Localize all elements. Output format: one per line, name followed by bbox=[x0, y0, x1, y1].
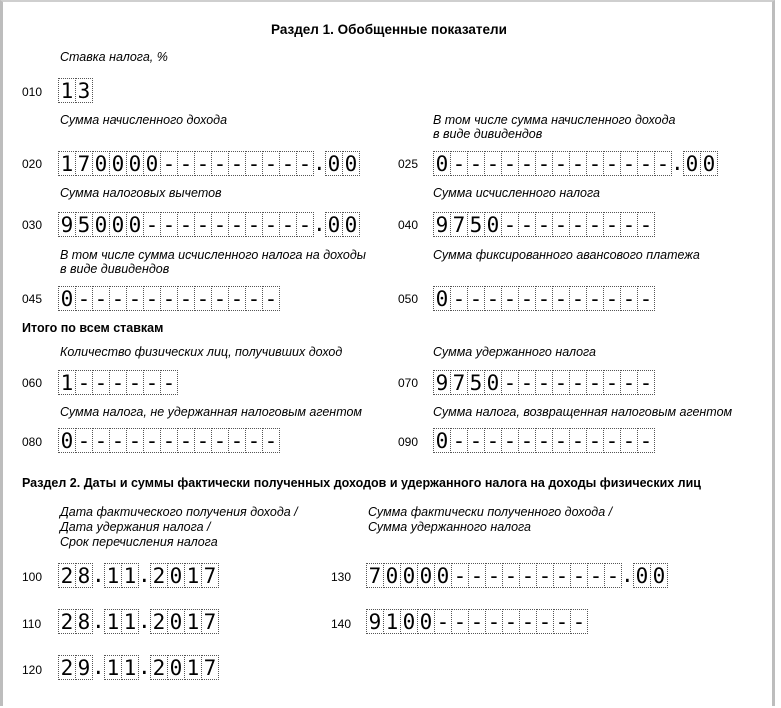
digit-cell: - bbox=[501, 286, 519, 311]
digit-cell: 2 bbox=[58, 655, 76, 680]
digit-cell: 1 bbox=[104, 563, 122, 588]
field-045-label-line1: В том числе сумма исчисленного налога на доходы bbox=[60, 248, 366, 262]
field-030-cells[interactable] bbox=[58, 212, 359, 237]
field-070-code: 070 bbox=[398, 376, 419, 390]
digit-cell: - bbox=[637, 370, 655, 395]
digit-cell: - bbox=[194, 151, 212, 176]
digit-cell: - bbox=[245, 151, 263, 176]
digit-cell: 0 bbox=[167, 563, 185, 588]
digit-cell: 0 bbox=[650, 563, 668, 588]
digit-cell: 0 bbox=[484, 370, 502, 395]
field-025-cells[interactable] bbox=[433, 151, 717, 176]
digit-cell: - bbox=[620, 212, 638, 237]
digit-cell: - bbox=[75, 286, 93, 311]
digit-cell: 2 bbox=[58, 563, 76, 588]
digit-cell: - bbox=[160, 212, 178, 237]
digit-cell: - bbox=[450, 151, 468, 176]
decimal-separator: . bbox=[92, 655, 105, 679]
digit-cell: - bbox=[552, 370, 570, 395]
field-110-code: 110 bbox=[22, 617, 42, 631]
digit-cell: 0 bbox=[417, 609, 435, 634]
digit-cell: - bbox=[92, 428, 110, 453]
digit-cell: - bbox=[535, 370, 553, 395]
digit-cell: - bbox=[262, 212, 280, 237]
digit-cell: 8 bbox=[75, 563, 93, 588]
field-100-date[interactable] bbox=[58, 563, 218, 588]
digit-cell: 0 bbox=[433, 286, 451, 311]
digit-cell: - bbox=[194, 428, 212, 453]
digit-cell: 0 bbox=[434, 563, 452, 588]
digit-cell: 5 bbox=[467, 212, 485, 237]
digit-cell: - bbox=[109, 286, 127, 311]
field-130-code: 130 bbox=[331, 570, 352, 584]
field-120-date[interactable] bbox=[58, 655, 218, 680]
field-045-code: 045 bbox=[22, 292, 43, 306]
field-050-code: 050 bbox=[398, 292, 419, 306]
digit-cell: - bbox=[194, 286, 212, 311]
digit-cell: - bbox=[603, 428, 621, 453]
digit-cell: 0 bbox=[143, 151, 161, 176]
digit-cell: - bbox=[586, 370, 604, 395]
section2-left-label-line3: Срок перечисления налога bbox=[60, 535, 218, 549]
digit-cell: - bbox=[296, 212, 314, 237]
digit-cell: 0 bbox=[342, 212, 360, 237]
digit-cell: 1 bbox=[121, 609, 139, 634]
field-140-code: 140 bbox=[331, 617, 352, 631]
digit-cell: - bbox=[535, 428, 553, 453]
digit-cell: - bbox=[518, 212, 536, 237]
digit-cell: - bbox=[279, 212, 297, 237]
field-025-label-line1: В том числе сумма начисленного дохода bbox=[433, 113, 676, 127]
field-025-code: 025 bbox=[398, 157, 419, 171]
digit-cell: - bbox=[262, 428, 280, 453]
digit-cell: 0 bbox=[433, 428, 451, 453]
digit-cell: - bbox=[620, 286, 638, 311]
digit-cell: 0 bbox=[400, 609, 418, 634]
digit-cell: 9 bbox=[433, 212, 451, 237]
digit-cell: 2 bbox=[58, 609, 76, 634]
digit-cell: 7 bbox=[366, 563, 384, 588]
digit-cell: 0 bbox=[92, 151, 110, 176]
section1-title: Раздел 1. Обобщенные показатели bbox=[271, 22, 507, 37]
digit-cell: 0 bbox=[383, 563, 401, 588]
digit-cell: - bbox=[518, 151, 536, 176]
digit-cell: 0 bbox=[700, 151, 718, 176]
digit-cell: 7 bbox=[201, 563, 219, 588]
digit-cell: - bbox=[485, 563, 503, 588]
digit-cell: - bbox=[126, 370, 144, 395]
digit-cell: 2 bbox=[150, 563, 168, 588]
digit-cell: - bbox=[553, 563, 571, 588]
digit-cell: - bbox=[468, 609, 486, 634]
digit-cell: - bbox=[211, 428, 229, 453]
field-090-label: Сумма налога, возвращенная налоговым агентом bbox=[433, 405, 733, 419]
digit-cell: 7 bbox=[450, 212, 468, 237]
field-110-date[interactable] bbox=[58, 609, 218, 634]
digit-cell: - bbox=[569, 370, 587, 395]
digit-cell: - bbox=[501, 428, 519, 453]
digit-cell: 0 bbox=[109, 212, 127, 237]
digit-cell: 1 bbox=[121, 563, 139, 588]
digit-cell: - bbox=[262, 286, 280, 311]
digit-cell: - bbox=[211, 286, 229, 311]
digit-cell: 9 bbox=[75, 655, 93, 680]
digit-cell: - bbox=[228, 286, 246, 311]
digit-cell: 7 bbox=[75, 151, 93, 176]
digit-cell: 0 bbox=[484, 212, 502, 237]
digit-cell: 0 bbox=[109, 151, 127, 176]
field-090-cells[interactable] bbox=[433, 428, 654, 453]
field-090-code: 090 bbox=[398, 435, 419, 449]
field-020-code: 020 bbox=[22, 157, 43, 171]
digit-cell: - bbox=[637, 212, 655, 237]
field-060-cells[interactable] bbox=[58, 370, 177, 395]
digit-cell: - bbox=[501, 151, 519, 176]
digit-cell: - bbox=[143, 428, 161, 453]
digit-cell: - bbox=[536, 563, 554, 588]
field-070-label: Сумма удержанного налога bbox=[433, 345, 597, 359]
digit-cell: - bbox=[502, 563, 520, 588]
digit-cell: - bbox=[603, 212, 621, 237]
digit-cell: - bbox=[553, 609, 571, 634]
digit-cell: - bbox=[518, 428, 536, 453]
decimal-separator: . bbox=[138, 609, 151, 633]
digit-cell: - bbox=[620, 428, 638, 453]
digit-cell: - bbox=[126, 428, 144, 453]
digit-cell: 1 bbox=[383, 609, 401, 634]
digit-cell: - bbox=[468, 563, 486, 588]
digit-cell: - bbox=[109, 370, 127, 395]
digit-cell: - bbox=[160, 370, 178, 395]
digit-cell: - bbox=[467, 286, 485, 311]
field-040-cells[interactable] bbox=[433, 212, 654, 237]
digit-cell: 5 bbox=[75, 212, 93, 237]
field-020-label: Сумма начисленного дохода bbox=[60, 113, 228, 127]
section2-right-label-line1: Сумма фактически полученного дохода / bbox=[368, 505, 613, 519]
digit-cell: - bbox=[586, 151, 604, 176]
digit-cell: - bbox=[451, 609, 469, 634]
field-010-cells[interactable] bbox=[58, 78, 92, 103]
digit-cell: 7 bbox=[201, 655, 219, 680]
digit-cell: - bbox=[177, 286, 195, 311]
digit-cell: - bbox=[109, 428, 127, 453]
digit-cell: - bbox=[484, 286, 502, 311]
digit-cell: - bbox=[587, 563, 605, 588]
digit-cell: - bbox=[194, 212, 212, 237]
digit-cell: 9 bbox=[433, 370, 451, 395]
digit-cell: 5 bbox=[467, 370, 485, 395]
digit-cell: - bbox=[160, 286, 178, 311]
digit-cell: - bbox=[177, 428, 195, 453]
digit-cell: - bbox=[536, 609, 554, 634]
digit-cell: - bbox=[637, 286, 655, 311]
digit-cell: 1 bbox=[184, 563, 202, 588]
digit-cell: - bbox=[552, 428, 570, 453]
digit-cell: - bbox=[586, 428, 604, 453]
digit-cell: - bbox=[552, 286, 570, 311]
field-010-label: Ставка налога, % bbox=[60, 50, 168, 64]
digit-cell: - bbox=[484, 151, 502, 176]
field-045-cells[interactable] bbox=[58, 286, 279, 311]
digit-cell: - bbox=[570, 563, 588, 588]
digit-cell: 0 bbox=[417, 563, 435, 588]
digit-cell: - bbox=[637, 151, 655, 176]
field-050-cells[interactable] bbox=[433, 286, 654, 311]
field-045-label-line2: в виде дивидендов bbox=[60, 262, 170, 276]
digit-cell: 1 bbox=[58, 78, 76, 103]
digit-cell: 0 bbox=[633, 563, 651, 588]
digit-cell: - bbox=[245, 286, 263, 311]
digit-cell: - bbox=[620, 151, 638, 176]
decimal-separator: . bbox=[138, 563, 151, 587]
digit-cell: 2 bbox=[150, 655, 168, 680]
field-025-label-line2: в виде дивидендов bbox=[433, 127, 543, 141]
digit-cell: - bbox=[279, 151, 297, 176]
digit-cell: 1 bbox=[58, 370, 76, 395]
digit-cell: - bbox=[228, 212, 246, 237]
digit-cell: - bbox=[143, 370, 161, 395]
digit-cell: 2 bbox=[150, 609, 168, 634]
field-140-cells[interactable] bbox=[366, 609, 587, 634]
decimal-separator: . bbox=[92, 609, 105, 633]
digit-cell: - bbox=[467, 151, 485, 176]
field-100-code: 100 bbox=[22, 570, 43, 584]
digit-cell: - bbox=[434, 609, 452, 634]
field-010-code: 010 bbox=[22, 85, 43, 99]
digit-cell: - bbox=[177, 151, 195, 176]
digit-cell: - bbox=[519, 563, 537, 588]
totals-title: Итого по всем ставкам bbox=[22, 321, 164, 335]
digit-cell: - bbox=[519, 609, 537, 634]
digit-cell: - bbox=[535, 286, 553, 311]
digit-cell: - bbox=[552, 212, 570, 237]
digit-cell: - bbox=[569, 212, 587, 237]
digit-cell: - bbox=[485, 609, 503, 634]
digit-cell: - bbox=[620, 370, 638, 395]
digit-cell: - bbox=[501, 370, 519, 395]
digit-cell: - bbox=[126, 286, 144, 311]
digit-cell: 0 bbox=[433, 151, 451, 176]
digit-cell: 1 bbox=[184, 609, 202, 634]
section2-left-label-line1: Дата фактического получения дохода / bbox=[60, 505, 298, 519]
digit-cell: - bbox=[535, 212, 553, 237]
digit-cell: 1 bbox=[58, 151, 76, 176]
digit-cell: - bbox=[603, 370, 621, 395]
digit-cell: 0 bbox=[325, 151, 343, 176]
field-080-code: 080 bbox=[22, 435, 43, 449]
decimal-separator: . bbox=[138, 655, 151, 679]
digit-cell: - bbox=[569, 428, 587, 453]
field-080-cells[interactable] bbox=[58, 428, 279, 453]
digit-cell: - bbox=[143, 212, 161, 237]
field-060-label: Количество физических лиц, получивших доход bbox=[60, 345, 343, 359]
decimal-separator: . bbox=[621, 563, 634, 587]
field-050-label: Сумма фиксированного авансового платежа bbox=[433, 248, 700, 262]
digit-cell: - bbox=[75, 370, 93, 395]
digit-cell: - bbox=[92, 370, 110, 395]
digit-cell: - bbox=[92, 286, 110, 311]
digit-cell: 0 bbox=[167, 655, 185, 680]
field-040-code: 040 bbox=[398, 218, 419, 232]
digit-cell: 0 bbox=[58, 286, 76, 311]
digit-cell: - bbox=[262, 151, 280, 176]
digit-cell: - bbox=[245, 212, 263, 237]
digit-cell: - bbox=[228, 151, 246, 176]
digit-cell: 0 bbox=[400, 563, 418, 588]
section2-right-label-line2: Сумма удержанного налога bbox=[368, 520, 532, 534]
digit-cell: - bbox=[569, 286, 587, 311]
digit-cell: 0 bbox=[683, 151, 701, 176]
digit-cell: - bbox=[552, 151, 570, 176]
digit-cell: - bbox=[450, 428, 468, 453]
digit-cell: - bbox=[518, 370, 536, 395]
digit-cell: - bbox=[586, 286, 604, 311]
field-130-cells[interactable] bbox=[366, 563, 667, 588]
digit-cell: 7 bbox=[201, 609, 219, 634]
digit-cell: - bbox=[211, 151, 229, 176]
digit-cell: 0 bbox=[167, 609, 185, 634]
digit-cell: - bbox=[143, 286, 161, 311]
digit-cell: 1 bbox=[184, 655, 202, 680]
section2-left-label-line2: Дата удержания налога / bbox=[60, 520, 211, 534]
field-040-label: Сумма исчисленного налога bbox=[433, 186, 600, 200]
digit-cell: 9 bbox=[366, 609, 384, 634]
digit-cell: 0 bbox=[325, 212, 343, 237]
field-070-cells[interactable] bbox=[433, 370, 654, 395]
digit-cell: 7 bbox=[450, 370, 468, 395]
digit-cell: - bbox=[502, 609, 520, 634]
digit-cell: 0 bbox=[58, 428, 76, 453]
digit-cell: - bbox=[569, 151, 587, 176]
field-080-label: Сумма налога, не удержанная налоговым агентом bbox=[60, 405, 362, 419]
digit-cell: - bbox=[518, 286, 536, 311]
digit-cell: - bbox=[535, 151, 553, 176]
digit-cell: - bbox=[245, 428, 263, 453]
decimal-separator: . bbox=[92, 563, 105, 587]
digit-cell: - bbox=[450, 286, 468, 311]
digit-cell: 1 bbox=[104, 655, 122, 680]
digit-cell: 9 bbox=[58, 212, 76, 237]
field-020-cells[interactable] bbox=[58, 151, 359, 176]
field-030-label: Сумма налоговых вычетов bbox=[60, 186, 222, 200]
digit-cell: - bbox=[228, 428, 246, 453]
digit-cell: - bbox=[484, 428, 502, 453]
digit-cell: - bbox=[586, 212, 604, 237]
digit-cell: - bbox=[654, 151, 672, 176]
digit-cell: - bbox=[177, 212, 195, 237]
digit-cell: - bbox=[160, 151, 178, 176]
digit-cell: - bbox=[160, 428, 178, 453]
digit-cell: 0 bbox=[342, 151, 360, 176]
field-030-code: 030 bbox=[22, 218, 43, 232]
digit-cell: 0 bbox=[126, 151, 144, 176]
digit-cell: - bbox=[637, 428, 655, 453]
digit-cell: - bbox=[451, 563, 469, 588]
digit-cell: - bbox=[75, 428, 93, 453]
digit-cell: - bbox=[467, 428, 485, 453]
digit-cell: - bbox=[570, 609, 588, 634]
digit-cell: 0 bbox=[92, 212, 110, 237]
digit-cell: 1 bbox=[121, 655, 139, 680]
digit-cell: - bbox=[603, 151, 621, 176]
digit-cell: 0 bbox=[126, 212, 144, 237]
section2-title: Раздел 2. Даты и суммы фактически полученных доходов и удержанного налога на доходы физических лиц bbox=[22, 476, 701, 490]
field-120-code: 120 bbox=[22, 663, 43, 677]
digit-cell: 3 bbox=[75, 78, 93, 103]
digit-cell: - bbox=[211, 212, 229, 237]
digit-cell: - bbox=[604, 563, 622, 588]
field-060-code: 060 bbox=[22, 376, 43, 390]
digit-cell: - bbox=[296, 151, 314, 176]
digit-cell: - bbox=[501, 212, 519, 237]
digit-cell: 8 bbox=[75, 609, 93, 634]
decimal-separator: . bbox=[313, 212, 326, 236]
decimal-separator: . bbox=[671, 151, 684, 175]
digit-cell: 1 bbox=[104, 609, 122, 634]
decimal-separator: . bbox=[313, 151, 326, 175]
digit-cell: - bbox=[603, 286, 621, 311]
